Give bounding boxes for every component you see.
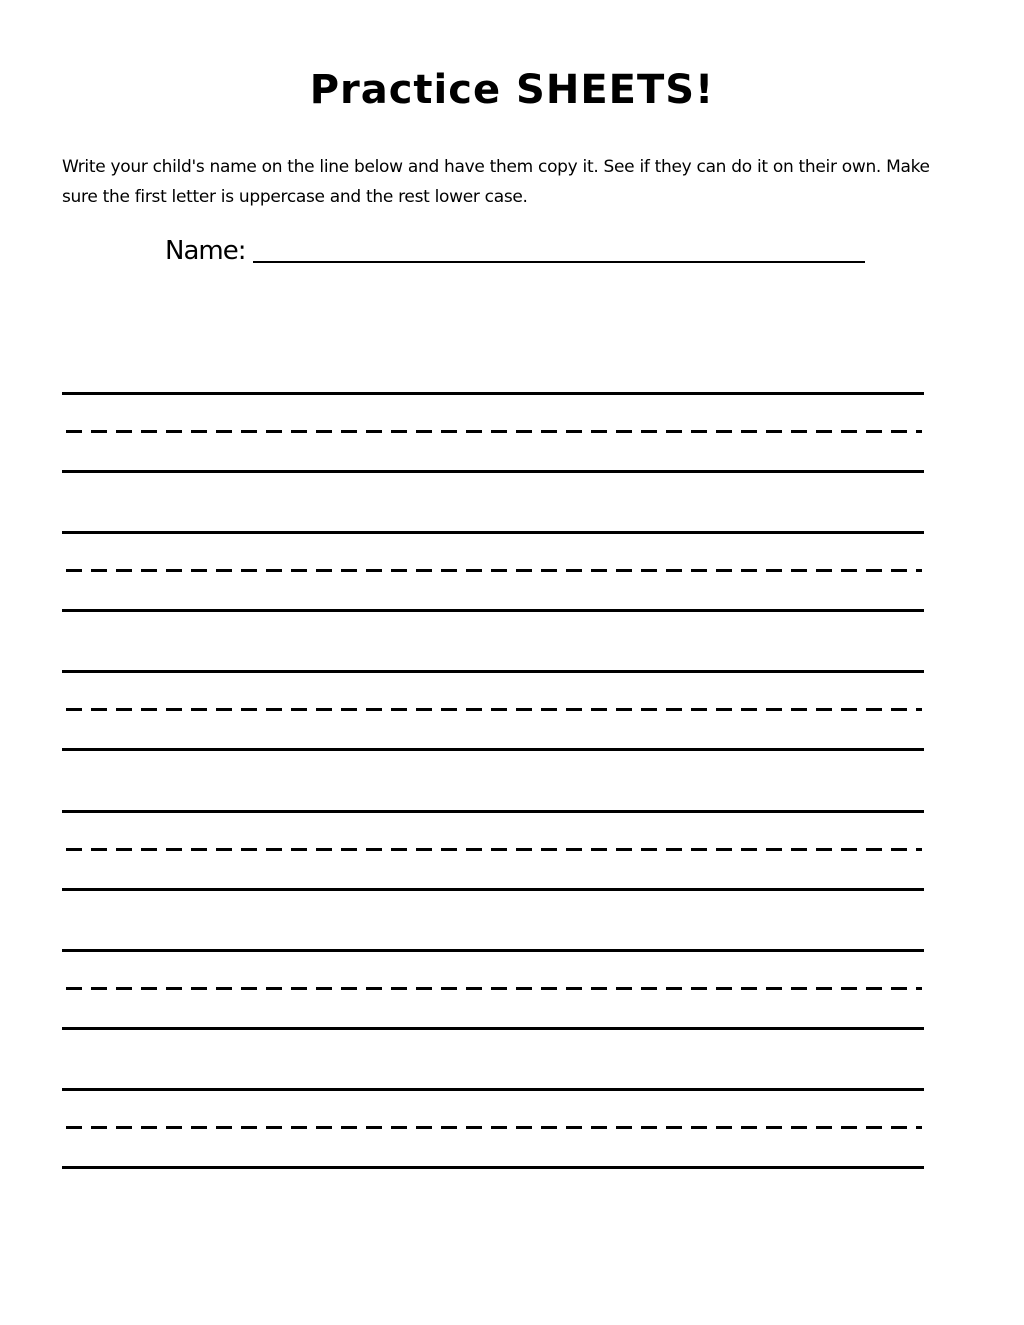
- handwriting-practice-set-2[interactable]: [62, 531, 924, 613]
- top-line: [62, 1088, 924, 1091]
- top-line: [62, 810, 924, 813]
- name-field-row: [165, 225, 865, 269]
- top-line: [62, 531, 924, 534]
- baseline: [62, 888, 924, 891]
- top-line: [62, 670, 924, 673]
- name-write-line[interactable]: [253, 261, 865, 263]
- handwriting-practice-set-1[interactable]: [62, 392, 924, 474]
- baseline: [62, 1027, 924, 1030]
- handwriting-practice-set-5[interactable]: [62, 949, 924, 1031]
- dashed-midline: [66, 569, 922, 572]
- baseline: [62, 609, 924, 612]
- page-title: Practice SHEETS!: [309, 67, 715, 113]
- handwriting-practice-set-3[interactable]: [62, 670, 924, 752]
- baseline: [62, 748, 924, 751]
- handwriting-practice-set-6[interactable]: [62, 1088, 924, 1170]
- top-line: [62, 392, 924, 395]
- handwriting-practice-set-4[interactable]: [62, 810, 924, 892]
- dashed-midline: [66, 708, 922, 711]
- dashed-midline: [66, 430, 922, 433]
- dashed-midline: [66, 1126, 922, 1129]
- dashed-midline: [66, 987, 922, 990]
- baseline: [62, 1166, 924, 1169]
- baseline: [62, 470, 924, 473]
- dashed-midline: [66, 848, 922, 851]
- top-line: [62, 949, 924, 952]
- name-label: Name:: [165, 236, 246, 266]
- instructions-text: Write your child's name on the line below and have them copy it. See if they can do it on their own. Make sure the first letter is uppercase and the rest lower case.: [62, 157, 930, 207]
